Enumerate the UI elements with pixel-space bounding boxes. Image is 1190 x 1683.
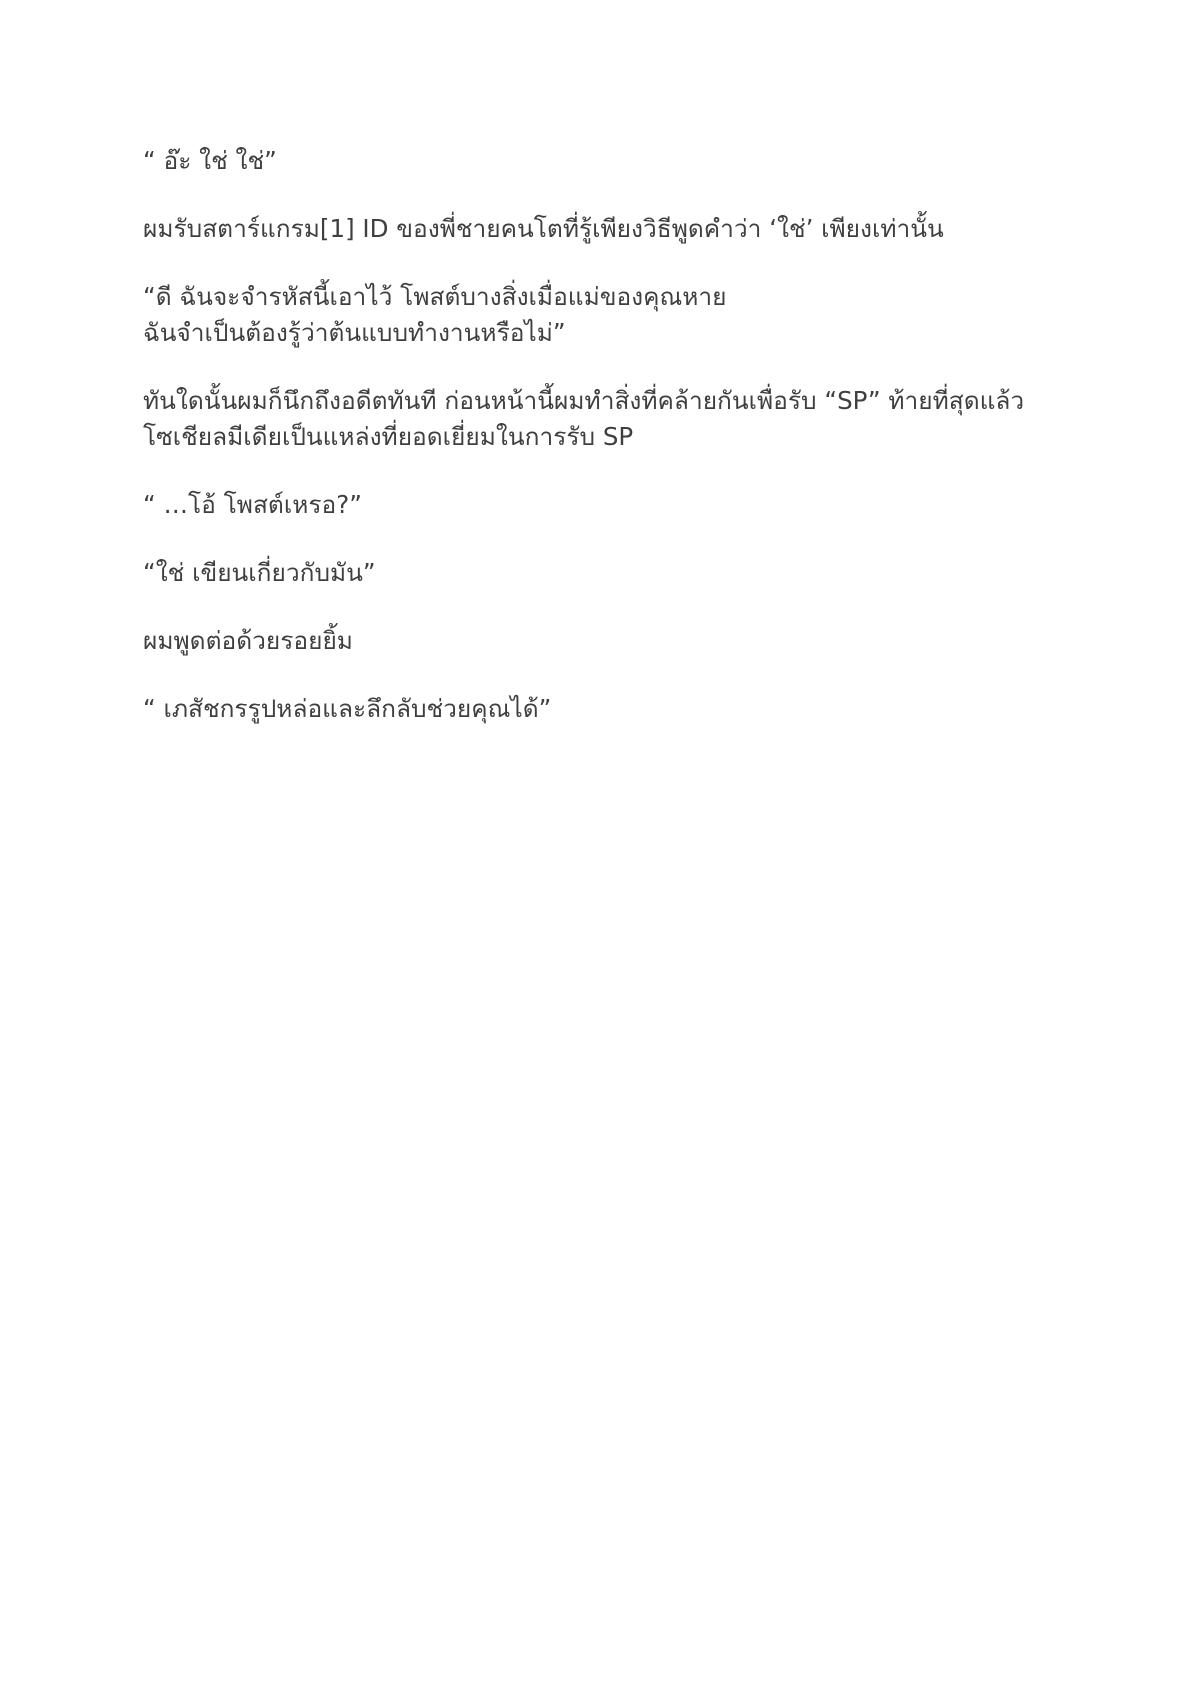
paragraph-line: ผมพูดต่อด้วยรอยยิ้ม <box>143 626 353 655</box>
paragraph-dialogue-remember-code <box>143 279 1043 351</box>
paragraph-dialogue-pharmacist <box>143 691 1043 727</box>
paragraph-dialogue-oh-post <box>143 487 1043 523</box>
paragraph-line: “ เภสัชกรรูปหล่อและลึกลับช่วยคุณได้” <box>143 694 552 723</box>
paragraph-line: “ดี ฉันจะจำรหัสนี้เอาไว้ โพสต์บางสิ่งเมื่อแม่ของคุณหาย <box>143 282 727 311</box>
document-body <box>143 143 1043 759</box>
paragraph-line: “ใช่ เขียนเกี่ยวกับมัน” <box>143 558 376 587</box>
paragraph-dialogue-ah-yes <box>143 143 1043 179</box>
paragraph-line: “ อ๊ะ ใช่ ใช่” <box>143 146 277 175</box>
paragraph-dialogue-write-about-it <box>143 555 1043 591</box>
paragraph-line: ทันใดนั้นผมก็นึกถึงอดีตทันที ก่อนหน้านี้ผมทำสิ่งที่คล้ายกันเพื่อรับ “SP” ท้ายที่สุดแล้ว <box>143 386 1025 415</box>
paragraph-line: “ …โอ้ โพสต์เหรอ?” <box>143 490 362 519</box>
paragraph-line: โซเชียลมีเดียเป็นแหล่งที่ยอดเยี่ยมในการรับ SP <box>143 422 634 451</box>
paragraph-narration-smile <box>143 623 1043 659</box>
paragraph-narration-starngram-id <box>143 211 1043 247</box>
paragraph-narration-sp-memory <box>143 383 1043 455</box>
paragraph-line: ผมรับสตาร์แกรม[1] ID ของพี่ชายคนโตที่รู้เพียงวิธีพูดคำว่า ‘ใช่’ เพียงเท่านั้น <box>143 214 944 243</box>
paragraph-line: ฉันจำเป็นต้องรู้ว่าต้นแบบทำงานหรือไม่” <box>143 318 566 347</box>
